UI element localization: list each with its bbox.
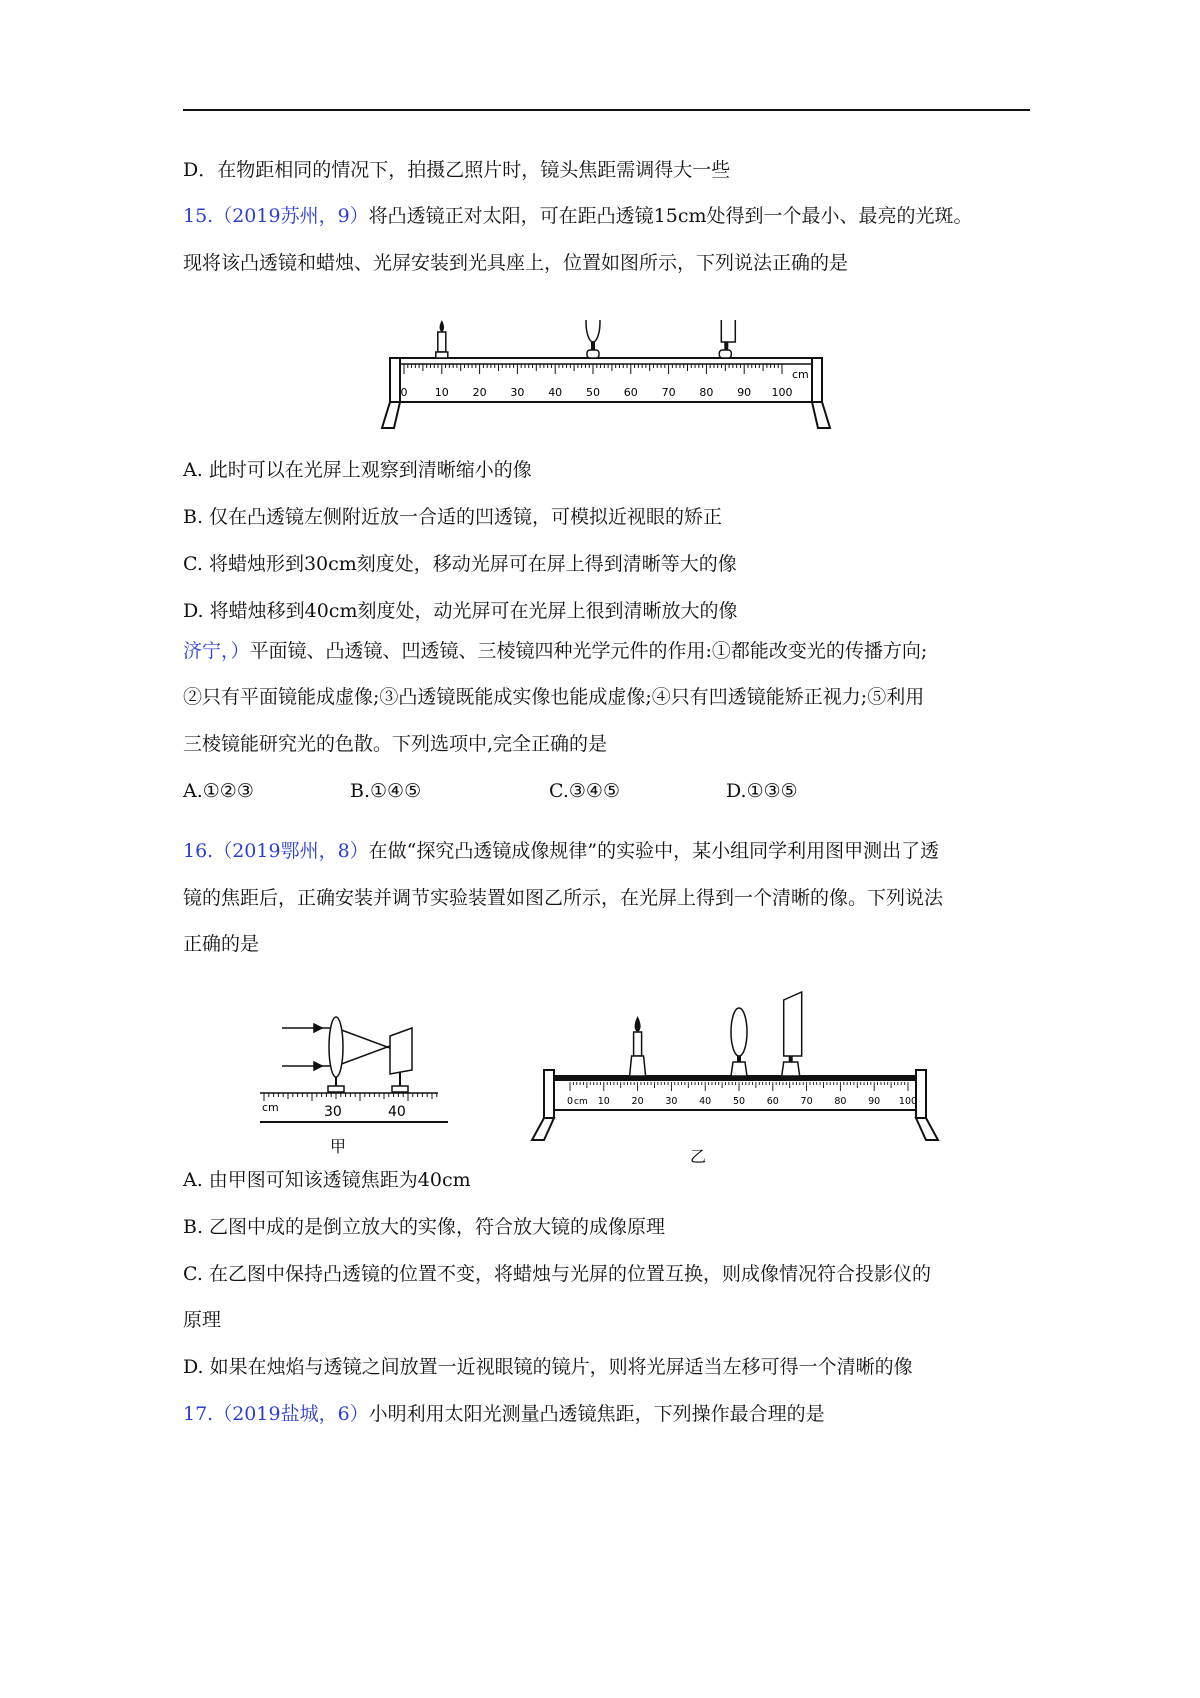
q16-stem-line1: 16.（2019鄂州，8）在做“探究凸透镜成像规律”的实验中，某小组同学利用图甲测出了透 <box>183 840 940 862</box>
q15-light-screen <box>719 320 735 358</box>
q16-figure-jia <box>260 1010 450 1160</box>
yi-tick-label: 100 <box>898 1096 918 1107</box>
q15-optical-bench-figure <box>380 320 840 440</box>
q-jining-line3: 三棱镜能研究光的色散。下列选项中,完全正确的是 <box>183 733 608 755</box>
q15-option-b: B. 仅在凸透镜左侧附近放一合适的凹透镜，可模拟近视眼的矫正 <box>183 506 723 528</box>
yi-scale-ticks <box>570 1082 908 1091</box>
jia-scale-ticks <box>264 1093 437 1101</box>
q15-tick-label: 60 <box>623 386 638 399</box>
q15-source: 15.（2019苏州，9） <box>183 205 369 227</box>
q15-option-a: A. 此时可以在光屏上观察到清晰缩小的像 <box>183 459 532 481</box>
q15-tick-label: 70 <box>661 386 676 399</box>
yi-tick-label: 40 <box>699 1096 712 1107</box>
q15-stem-line1: 15.（2019苏州，9）将凸透镜正对太阳，可在距凸透镜15cm处得到一个最小、最亮的光斑。 <box>183 205 973 227</box>
jia-tick-label-30: 30 <box>324 1104 342 1120</box>
yi-tick-label: 80 <box>834 1096 847 1107</box>
q-jining-line2: ②只有平面镜能成虚像;③凸透镜既能成实像也能成虚像;④只有凹透镜能矫正视力;⑤利用 <box>183 686 925 708</box>
q15-candle <box>436 320 448 358</box>
q16-option-a: A. 由甲图可知该透镜焦距为40cm <box>183 1169 471 1191</box>
yi-tick-label: 20 <box>631 1096 644 1107</box>
q-jining-option-d: D.①③⑤ <box>726 780 798 802</box>
q16-option-b: B. 乙图中成的是倒立放大的实像，符合放大镜的成像原理 <box>183 1216 666 1238</box>
q-jining-line1: 济宁，）平面镜、凸透镜、凹透镜、三棱镜四种光学元件的作用:①都能改变光的传播方向; <box>183 640 928 662</box>
q16-stem-line3: 正确的是 <box>183 933 260 955</box>
yi-tick-label: 30 <box>665 1096 678 1107</box>
yi-tick-label: 90 <box>868 1096 881 1107</box>
q17-stem: 17.（2019盐城，6）小明利用太阳光测量凸透镜焦距，下列操作最合理的是 <box>183 1403 825 1425</box>
q16-source: 16.（2019鄂州，8） <box>183 840 369 862</box>
q15-tick-label: 20 <box>472 386 487 399</box>
jia-caption: 甲 <box>330 1137 347 1156</box>
yi-unit-label: cm <box>574 1097 588 1107</box>
yi-tick-label: 0 <box>566 1096 574 1107</box>
q15-tick-label: 40 <box>548 386 563 399</box>
q15-option-d: D. 将蜡烛移到40cm刻度处，动光屏可在光屏上很到清晰放大的像 <box>183 600 738 622</box>
yi-tick-label: 70 <box>800 1096 813 1107</box>
q15-tick-label: 0 <box>400 386 408 399</box>
yi-caption: 乙 <box>690 1147 707 1165</box>
yi-convex-lens <box>731 1008 747 1076</box>
jia-tick-label-40: 40 <box>388 1104 406 1120</box>
q15-tick-label: 50 <box>586 386 600 399</box>
yi-tick-label: 50 <box>732 1096 746 1107</box>
q16-option-d: D. 如果在烛焰与透镜之间放置一近视眼镜的镜片，则将光屏适当左移可得一个清晰的像 <box>183 1356 913 1378</box>
q15-tick-label: 100 <box>771 386 793 399</box>
q16-stem-line2: 镜的焦距后，正确安装并调节实验装置如图乙所示，在光屏上得到一个清晰的像。下列说法 <box>183 887 944 909</box>
jia-unit-label: cm <box>262 1101 279 1114</box>
q-jining-option-c: C.③④⑤ <box>549 780 620 802</box>
q15-option-c: C. 将蜡烛形到30cm刻度处，移动光屏可在屏上得到清晰等大的像 <box>183 553 737 575</box>
q-jining-option-b: B.①④⑤ <box>350 780 422 802</box>
yi-light-screen <box>782 992 802 1076</box>
q16-option-c: C. 在乙图中保持凸透镜的位置不变，将蜡烛与光屏的位置互换，则成像情况符合投影仪的 <box>183 1263 931 1285</box>
q15-tick-label: 80 <box>699 386 714 399</box>
q15-tick-label: 30 <box>510 386 525 399</box>
q15-unit-label: cm <box>792 368 809 381</box>
jia-screen <box>390 1028 412 1074</box>
q15-tick-label: 10 <box>434 386 449 399</box>
q16-option-c-cont: 原理 <box>183 1309 222 1331</box>
header-rule <box>183 109 1030 111</box>
q15-stem-line2: 现将该凸透镜和蜡烛、光屏安装到光具座上，位置如图所示，下列说法正确的是 <box>183 252 849 274</box>
q-jining-option-a: A.①②③ <box>183 780 254 802</box>
q-jining-source: 济宁，） <box>183 640 250 662</box>
yi-tick-label: 10 <box>597 1096 610 1107</box>
q15-scale-labels <box>401 386 793 399</box>
q15-tick-label: 90 <box>737 386 752 399</box>
yi-tick-label: 60 <box>766 1096 779 1107</box>
q17-source: 17.（2019盐城，6） <box>183 1403 369 1425</box>
q15-convex-lens <box>586 320 600 358</box>
jia-lens <box>329 1017 343 1077</box>
q14-option-d: D．在物距相同的情况下，拍摄乙照片时，镜头焦距需调得大一些 <box>183 159 731 181</box>
yi-candle <box>630 1016 646 1076</box>
q16-figure-yi <box>530 990 940 1165</box>
q15-scale-ticks <box>404 364 782 374</box>
yi-scale-labels <box>567 1096 917 1107</box>
